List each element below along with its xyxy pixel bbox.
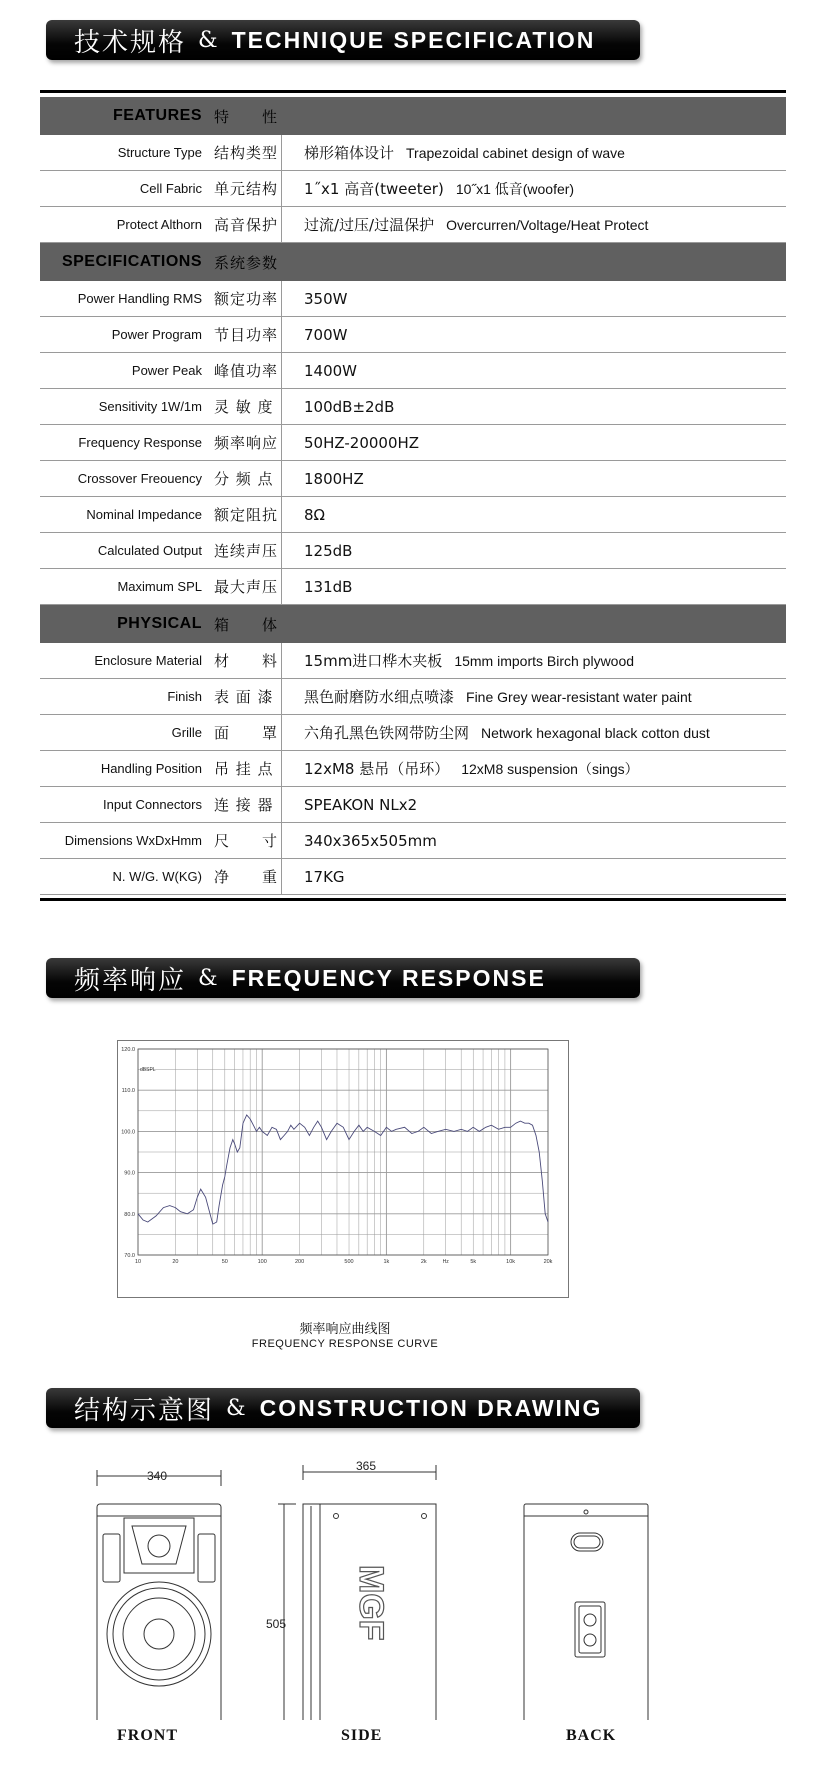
table-row — [40, 751, 786, 787]
row-label-en: Cell Fabric — [139, 181, 202, 196]
row-label-en: Crossover Freouency — [77, 471, 202, 486]
table-top-rule — [40, 90, 786, 93]
chart-caption-en: FREQUENCY RESPONSE CURVE — [251, 1338, 439, 1350]
row-label-cn: 表 面 漆 — [202, 679, 282, 714]
section-features — [40, 97, 786, 135]
row-value-primary: 17KG — [304, 867, 345, 886]
section-specifications-cn: 系统参数 — [214, 253, 279, 272]
row-label-en: Frequency Response — [78, 435, 202, 450]
table-row — [40, 135, 786, 171]
y-tick-label: 100.0 — [121, 1129, 135, 1136]
row-value — [282, 542, 352, 560]
row-value-primary: 12xM8 悬吊（吊环） — [304, 760, 450, 778]
row-value-primary: 1˝x1 高音(tweeter) — [304, 180, 444, 198]
table-row — [40, 389, 786, 425]
row-label-en: Dimensions WxDxHmm — [64, 833, 202, 848]
x-tick-label: 2k — [420, 1259, 427, 1265]
row-value-primary: 梯形箱体设计 — [304, 144, 395, 162]
row-label-en: Power Handling RMS — [77, 291, 202, 306]
features-rows — [40, 135, 786, 243]
y-unit-label: dBSPL — [140, 1067, 156, 1073]
port-right — [198, 1534, 215, 1582]
row-value-secondary: Overcurren/Voltage/Heat Protect — [446, 216, 649, 233]
chart-caption-cn: 频率响应曲线图 — [299, 1322, 391, 1337]
row-value — [282, 326, 347, 344]
row-value-secondary: 10˝x1 低音(woofer) — [455, 180, 575, 197]
y-tick-label: 70.0 — [124, 1253, 135, 1259]
row-label-cn: 尺 寸 — [202, 823, 282, 858]
row-label-cn: 额定功率 — [202, 281, 282, 316]
row-value-primary: 15mm进口桦木夹板 — [304, 652, 443, 670]
row-label-cn: 高音保护 — [202, 207, 282, 242]
table-row — [40, 715, 786, 751]
table-row — [40, 425, 786, 461]
table-row — [40, 171, 786, 207]
freq-banner — [46, 958, 640, 998]
row-value-secondary: Trapezoidal cabinet design of wave — [406, 144, 625, 161]
row-label-en: Structure Type — [117, 145, 202, 160]
back-label: BACK — [566, 1727, 617, 1744]
row-label-cn: 净 重 — [202, 859, 282, 894]
table-row — [40, 353, 786, 389]
row-label-cn: 连续声压 — [202, 533, 282, 568]
woofer-dustcap — [144, 1619, 174, 1649]
section-specifications-en: SPECIFICATIONS — [61, 253, 202, 270]
row-value-primary: 340x365x505mm — [304, 831, 437, 850]
row-value-primary: SPEAKON NLx2 — [304, 795, 418, 814]
row-value — [282, 650, 634, 671]
x-tick-label: 5k — [470, 1259, 477, 1265]
row-label-cn: 额定阻抗 — [202, 497, 282, 532]
spec-banner-en: TECHNIQUE SPECIFICATION — [231, 26, 596, 53]
y-tick-label: 90.0 — [124, 1170, 135, 1177]
row-value-primary: 8Ω — [304, 505, 326, 524]
row-value — [282, 434, 419, 452]
row-value-primary: 131dB — [304, 577, 353, 596]
construction-banner-amp: & — [226, 1395, 246, 1421]
side-height-dim: 505 — [266, 1617, 287, 1631]
front-width-dim: 340 — [147, 1469, 168, 1483]
table-row — [40, 497, 786, 533]
construction-drawing — [0, 1460, 820, 1720]
row-label-en: Enclosure Material — [94, 653, 202, 668]
row-value-secondary: 15mm imports Birch plywood — [454, 652, 635, 669]
table-row — [40, 207, 786, 243]
specifications-rows — [40, 281, 786, 605]
port-left — [103, 1534, 120, 1582]
spec-table — [40, 90, 786, 901]
x-unit-label: Hz — [442, 1259, 449, 1265]
table-row — [40, 569, 786, 605]
front-view — [97, 1469, 221, 1720]
side-depth-dim: 365 — [356, 1460, 377, 1473]
row-value-primary: 过流/过压/过温保护 — [304, 216, 435, 234]
row-label-en: Handling Position — [100, 761, 202, 776]
x-tick-label: 1k — [383, 1259, 390, 1265]
table-row — [40, 533, 786, 569]
side-label: SIDE — [341, 1727, 383, 1744]
row-label-cn: 频率响应 — [202, 425, 282, 460]
side-view — [266, 1460, 436, 1720]
table-row — [40, 823, 786, 859]
row-value-primary: 六角孔黑色铁网带防尘网 — [304, 724, 470, 742]
row-value — [282, 398, 394, 416]
row-value — [282, 722, 710, 743]
row-label-cn: 吊 挂 点 — [202, 751, 282, 786]
x-tick-label: 100 — [257, 1259, 267, 1265]
x-tick-label: 10 — [134, 1259, 142, 1265]
front-label: FRONT — [117, 1727, 178, 1744]
brand-logo: MGF — [352, 1565, 390, 1641]
table-row — [40, 281, 786, 317]
row-value-primary: 1400W — [304, 361, 358, 380]
section-physical-cn: 箱 体 — [214, 615, 279, 634]
speakon-2 — [584, 1634, 596, 1646]
freq-banner-amp: & — [198, 965, 218, 991]
construction-banner-en: CONSTRUCTION DRAWING — [259, 1394, 603, 1421]
row-value — [282, 470, 364, 488]
x-tick-label: 50 — [221, 1259, 228, 1265]
section-features-en: FEATURES — [112, 107, 202, 124]
row-label-en: Nominal Impedance — [86, 507, 202, 522]
row-label-en: Grille — [171, 725, 202, 740]
table-row — [40, 787, 786, 823]
x-tick-label: 500 — [344, 1259, 354, 1265]
table-row — [40, 461, 786, 497]
row-label-cn: 面 罩 — [202, 715, 282, 750]
front-cabinet — [97, 1504, 221, 1720]
row-value — [282, 506, 325, 524]
row-value-primary: 350W — [304, 289, 348, 308]
x-tick-label: 200 — [294, 1259, 305, 1265]
row-label-en: Power Peak — [131, 363, 202, 378]
row-value — [282, 868, 345, 886]
row-label-en: N. W/G. W(KG) — [112, 869, 202, 884]
row-label-cn: 连 接 器 — [202, 787, 282, 822]
frequency-chart-frame — [117, 1040, 569, 1298]
row-value — [282, 578, 352, 596]
physical-rows — [40, 643, 786, 895]
section-specifications — [40, 243, 786, 281]
row-label-en: Sensitivity 1W/1m — [98, 399, 202, 414]
row-value-primary: 700W — [304, 325, 348, 344]
table-row — [40, 317, 786, 353]
section-features-cn: 特 性 — [214, 107, 279, 126]
row-label-cn: 最大声压 — [202, 569, 282, 604]
row-value-secondary: 12xM8 suspension（sings） — [461, 760, 639, 777]
freq-banner-cn: 频率响应 — [74, 965, 187, 996]
row-value-primary: 125dB — [304, 541, 353, 560]
speakon-1 — [584, 1614, 596, 1626]
row-value — [282, 362, 357, 380]
row-value — [282, 178, 574, 199]
row-label-cn: 节目功率 — [202, 317, 282, 352]
row-label-en: Calculated Output — [97, 543, 202, 558]
row-value — [282, 832, 437, 850]
row-value — [282, 142, 625, 163]
row-label-cn: 分 频 点 — [202, 461, 282, 496]
table-row — [40, 643, 786, 679]
row-value — [282, 686, 692, 707]
spec-banner-cn: 技术规格 — [74, 27, 187, 58]
x-tick-label: 20 — [172, 1259, 179, 1265]
row-value — [282, 214, 648, 235]
section-physical-en: PHYSICAL — [117, 615, 202, 632]
x-tick-label: 10k — [506, 1259, 516, 1265]
row-label-cn: 单元结构 — [202, 171, 282, 206]
construction-banner — [46, 1388, 640, 1428]
construction-banner-cn: 结构示意图 — [74, 1395, 215, 1426]
y-tick-label: 120.0 — [121, 1047, 135, 1053]
row-value-primary: 100dB±2dB — [304, 397, 395, 416]
row-label-en: Input Connectors — [102, 797, 202, 812]
table-row — [40, 859, 786, 895]
table-bottom-rule — [40, 898, 786, 901]
frequency-chart — [118, 1041, 568, 1297]
row-label-cn: 材 料 — [202, 643, 282, 678]
row-label-en: Maximum SPL — [117, 579, 202, 594]
row-label-cn: 结构类型 — [202, 135, 282, 170]
x-tick-label: 20k — [543, 1259, 553, 1265]
row-value-primary: 1800HZ — [304, 469, 364, 488]
back-view — [524, 1504, 648, 1720]
spec-banner — [46, 20, 640, 60]
row-label-cn: 灵 敏 度 — [202, 389, 282, 424]
row-value-primary: 黑色耐磨防水细点喷漆 — [304, 688, 455, 706]
row-value-secondary: Fine Grey wear-resistant water paint — [466, 688, 692, 705]
row-value — [282, 290, 347, 308]
section-physical — [40, 605, 786, 643]
row-value-primary: 50HZ-20000HZ — [304, 433, 420, 452]
table-row — [40, 679, 786, 715]
y-tick-label: 110.0 — [121, 1088, 135, 1095]
row-label-en: Power Program — [111, 327, 202, 342]
freq-banner-en: FREQUENCY RESPONSE — [231, 964, 546, 991]
row-label-en: Finish — [167, 689, 202, 704]
row-value — [282, 758, 639, 779]
row-label-en: Protect Althorn — [116, 217, 202, 232]
spec-banner-amp: & — [198, 27, 218, 53]
row-value — [282, 796, 417, 814]
y-tick-label: 80.0 — [124, 1211, 135, 1218]
row-value-secondary: Network hexagonal black cotton dust — [481, 724, 710, 741]
row-label-cn: 峰值功率 — [202, 353, 282, 388]
